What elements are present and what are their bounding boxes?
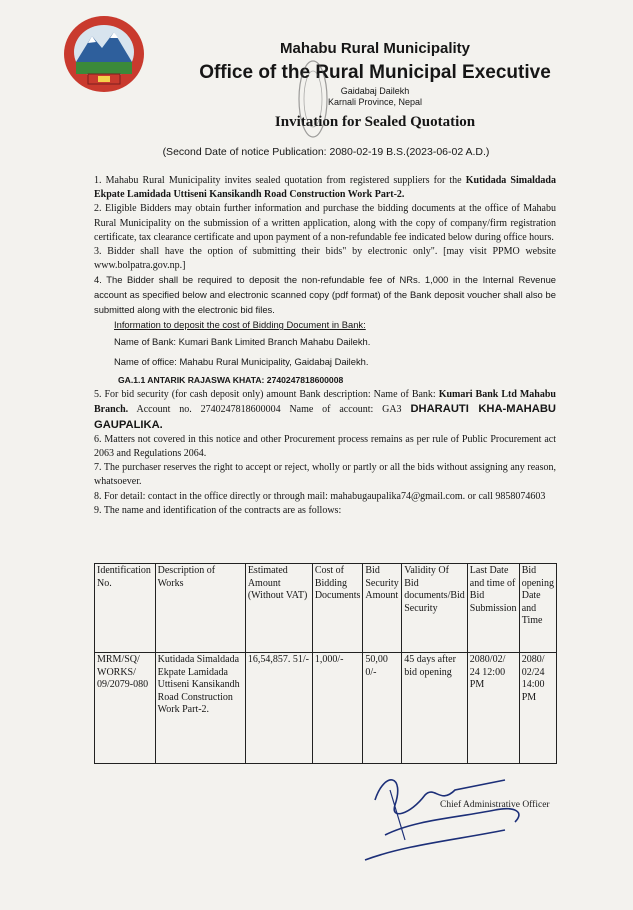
table-cell: MRM/SQ/ WORKS/ 09/2079-080 [95,653,156,764]
header-cell: Validity Of Bid documents/Bid Security [402,564,468,653]
address-line-2: Karnali Province, Nepal [327,97,423,107]
item-4: 4. The Bidder shall be required to deposit the non-refundable fee of NRs. 1,000 in the Internal Revenue account as specified below and electronic scanned copy (pdf format) of the Bank deposit voucher shall also be submitted along with the electronic bid files. [94,274,556,315]
notice-body [94,174,556,518]
office-seal-stamp [296,58,330,140]
table-cell: 50,00 0/- [363,653,402,764]
signatory-title: Chief Administrative Officer [440,800,550,810]
table-cell: Kutidada Simaldada Ekpate Lamidada Uttiseni Kansikandh Road Construction Work Part-2. [155,653,245,764]
header-cell: Identification No. [95,564,156,653]
item-9: 9. The name and identification of the contracts are as follows: [94,504,342,516]
item-3: 3. Bidder shall have the option of submitting their bids" by electronic only". [may visit PPMO website www.bolpatra.gov.np.] [94,246,556,272]
contracts-table [94,563,557,764]
bank-info-heading: Information to deposit the cost of Bidding Document in Bank: [114,319,366,331]
address-line-1: Gaidabaj Dailekh [340,86,410,96]
project-name: Kutidada Simaldada Ekpate Lamidada Uttiseni Kansikandh Road Construction Work Part-2. [94,175,556,201]
signature [345,760,565,880]
table-cell: 2080/02/ 24 12:00 PM [467,653,519,764]
item-8: 8. For detail: contact in the office directly or through mail: mahabugaupalika74@gmail.com. or call 9858074603 [94,490,546,502]
item-1: 1. Mahabu Rural Municipality invites sealed quotation from registered suppliers for the Kutidada Simaldada Ekpate Lamidada Uttiseni Kansikandh Road Construction Work Part-2. [94,175,556,201]
header-cell: Estimated Amount (Without VAT) [245,564,312,653]
table-cell: 16,54,857. 51/- [245,653,312,764]
item-6: 6. Matters not covered in this notice and other Procurement process remains as per rule of Public Procurement act 2063 and Regulations 2064. [94,433,556,460]
item-7: 7. The purchaser reserves the right to accept or reject, wholly or partly or all the bids without assigning any reason, whatsoever. [94,462,556,488]
municipality-logo [62,14,146,94]
table-row [95,653,557,764]
bank-office: Name of office: Mahabu Rural Municipality, Gaidabaj Dailekh. [114,356,369,368]
publication-date: (Second Date of notice Publication: 2080-02-19 B.S.(2023-06-02 A.D.) [162,146,490,158]
table-header-row [95,564,557,653]
bank-name: Name of Bank: Kumari Bank Limited Branch Mahabu Dailekh. [114,336,371,348]
notice-title: Invitation for Sealed Quotation [274,114,476,130]
header-cell: Last Date and time of Bid Submission [467,564,519,653]
bank-account-khata: GA.1.1 ANTARIK RAJASWA KHATA: 274024781860000​8 [118,375,344,386]
header-cell: Description of Works [155,564,245,653]
header-cell: Cost of Bidding Documents [312,564,363,653]
item-2: 2. Eligible Bidders may obtain further information and purchase the bidding documents at the office of Mahabu Rural Municipality on the submission of a written application, along with the copy of company/firm registration certificate, tax clearance certificate and upon payment of a non-refundable fee indicated below during office hours. [94,203,556,243]
table-cell: 2080/ 02/24 14:00 PM [519,653,556,764]
item-5: 5. For bid security (for cash deposit only) amount Bank description: Name of Bank: Kumari Bank Ltd Mahabu Branch. Account no. 2740247818600004 Name of account: GA3 DHARAUTI KHA-MAHABU GAUPALIKA. [94,389,557,431]
municipality-name: Mahabu Rural Municipality [279,40,471,57]
header-cell: Bid Security Amount [363,564,402,653]
office-name: Office of the Rural Municipal Executive [199,62,551,83]
header-cell: Bid opening Date and Time [519,564,556,653]
table-cell: 45 days after bid opening [402,653,468,764]
table-cell: 1,000/- [312,653,363,764]
